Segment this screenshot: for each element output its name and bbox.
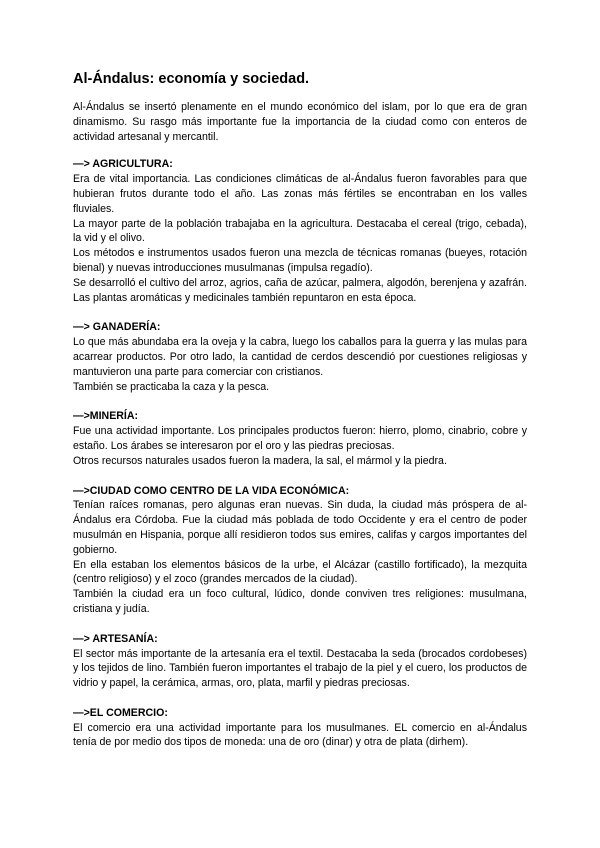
section-heading: —> GANADERÍA: — [73, 321, 161, 334]
section-heading: —> AGRICULTURA: — [73, 158, 173, 171]
section-heading: —>EL COMERCIO: — [73, 706, 168, 719]
section-paragraph: Era de vital importancia. Las condiciones climáticas de al-Ándalus fueron favorables para que hubieran frutos durante todo el año. Las zonas más fértiles se encontraban en los valles fluviales. — [73, 173, 527, 215]
document-body — [73, 100, 527, 765]
section-heading: —>MINERÍA: — [73, 410, 139, 423]
section-artesania — [73, 632, 527, 691]
section-paragraph: Se desarrolló el cultivo del arroz, agrios, caña de azúcar, palmera, algodón, berenjena y azafrán. Las plantas aromáticas y medicinales también repuntaron en esta época. — [73, 276, 527, 304]
section-paragraph: La mayor parte de la población trabajaba en la agricultura. Destacaba el cereal (trigo, cebada), la vid y el olivo. — [73, 217, 527, 245]
section-comercio — [73, 706, 527, 750]
section-paragraph: También se practicaba la caza y la pesca. — [73, 380, 270, 393]
section-mineria — [73, 409, 527, 468]
document-title: Al-Ándalus: economía y sociedad. — [73, 71, 310, 87]
section-heading: —>CIUDAD COMO CENTRO DE LA VIDA ECONÓMICA: — [73, 484, 350, 497]
section-paragraph: También la ciudad era un foco cultural, lúdico, donde conviven tres religiones: musulmana, cristiana y judía. — [73, 588, 527, 615]
section-paragraph: Tenían raíces romanas, pero algunas eran nuevas. Sin duda, la ciudad más próspera de al-Ándalus era Córdoba. Fue la ciudad más poblada de todo Occidente y era el centro de poder musulmán en Hispania, porque allí residieron todos sus emires, califas y cargos importantes del gobierno. — [73, 499, 527, 556]
section-paragraph: Otros recursos naturales usados fueron la madera, la sal, el mármol y la piedra. — [73, 454, 447, 467]
section-ciudad — [73, 484, 527, 617]
intro-paragraph: Al-Ándalus se insertó plenamente en el mundo económico del islam, por lo que era de gran dinamismo. Su rasgo más importante fue la importancia de la ciudad como con enteros de actividad artesanal y mercantil. — [73, 101, 527, 143]
section-paragraph: Fue una actividad importante. Los principales productos fueron: hierro, plomo, cinabrio, cobre y estaño. Los árabes se interesaron por el oro y las piedras preciosas. — [73, 425, 527, 452]
section-heading: —> ARTESANÍA: — [73, 632, 158, 645]
section-agricultura — [73, 157, 527, 305]
section-paragraph: El sector más importante de la artesanía era el textil. Destacaba la seda (brocados cordobeses) y los tejidos de lino. También fueron importantes el trabajo de la piel y el cuero, los productos de vidrio y papel, la cerámica, armas, oro, plata, marfil y piedras preciosas. — [73, 647, 527, 690]
section-paragraph: En ella estaban los elementos básicos de la urbe, el Alcázar (castillo fortificado), la mezquita (centro religioso) y el zoco (grandes mercados de la ciudad). — [73, 558, 527, 586]
section-ganaderia — [73, 320, 527, 394]
intro-block — [73, 100, 527, 144]
section-paragraph: Los métodos e instrumentos usados fueron una mezcla de técnicas romanas (bueyes, rotación bienal) y nuevas introducciones musulmanas (impulsa regadío). — [73, 247, 527, 274]
section-paragraph: El comercio era una actividad importante para los musulmanes. EL comercio en al-Ándalus tenía de por medio dos tipos de moneda: una de oro (dinar) y otra de plata (dirhem). — [73, 721, 527, 749]
section-paragraph: Lo que más abundaba era la oveja y la cabra, luego los caballos para la guerra y las mulas para acarrear productos. Por otro lado, la cantidad de cerdos descendió por cuestiones religiosas y mantuvieron una parte para comerciar con cristianos. — [73, 336, 527, 378]
